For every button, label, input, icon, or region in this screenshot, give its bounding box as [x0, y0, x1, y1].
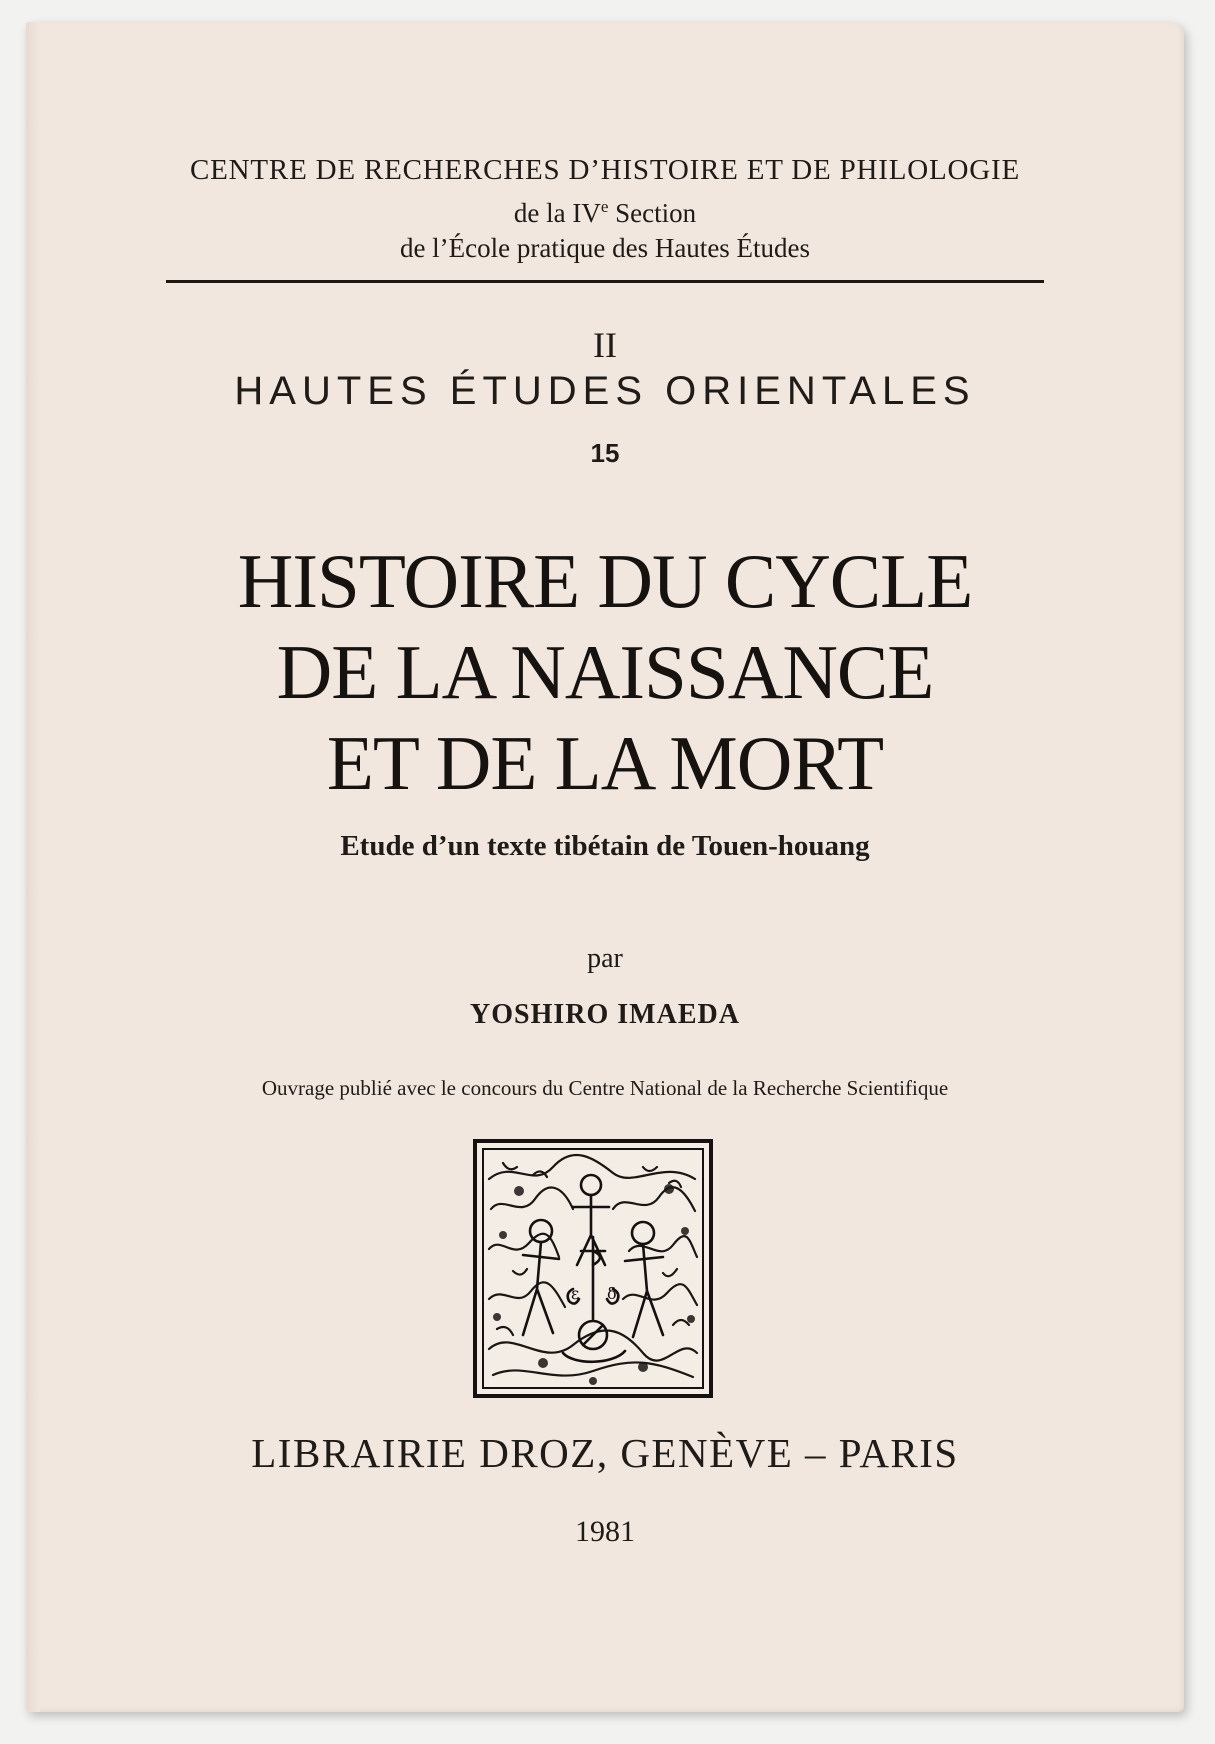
section-line — [26, 198, 1184, 229]
subtitle: Etude d’un texte tibétain de Touen-houang — [340, 830, 870, 862]
section-suffix: Section — [608, 198, 697, 228]
svg-text:δ: δ — [607, 1284, 617, 1303]
header-divider — [166, 280, 1044, 283]
woodcut-printer-mark-icon — [473, 1139, 713, 1398]
author-name: YOSHIRO IMAEDA — [470, 999, 740, 1030]
school-line: de l’École pratique des Hautes Études — [399, 233, 811, 263]
title-line-1: HISTOIRE DU CYCLE — [237, 538, 973, 624]
publication-year: 1981 — [575, 1515, 635, 1548]
title-line-2: DE LA NAISSANCE — [276, 629, 934, 715]
section-prefix: de la IV — [513, 198, 601, 228]
publication-credit: Ouvrage publié avec le concours du Centre National de la Recherche Scientifique — [261, 1076, 949, 1100]
title-line-3: ET DE LA MORT — [326, 720, 884, 806]
book-cover — [26, 22, 1184, 1712]
series-roman-numeral: II — [593, 325, 617, 365]
series-number: 15 — [590, 438, 620, 468]
svg-text:ε: ε — [571, 1284, 580, 1303]
by-label: par — [587, 943, 623, 974]
section-superscript: e — [600, 197, 609, 216]
publisher: LIBRAIRIE DROZ, GENÈVE – PARIS — [251, 1430, 959, 1476]
series-name: HAUTES ÉTUDES ORIENTALES — [234, 369, 976, 413]
institute-heading: CENTRE DE RECHERCHES D’HISTOIRE ET DE PHILOLOGIE — [190, 154, 1020, 186]
